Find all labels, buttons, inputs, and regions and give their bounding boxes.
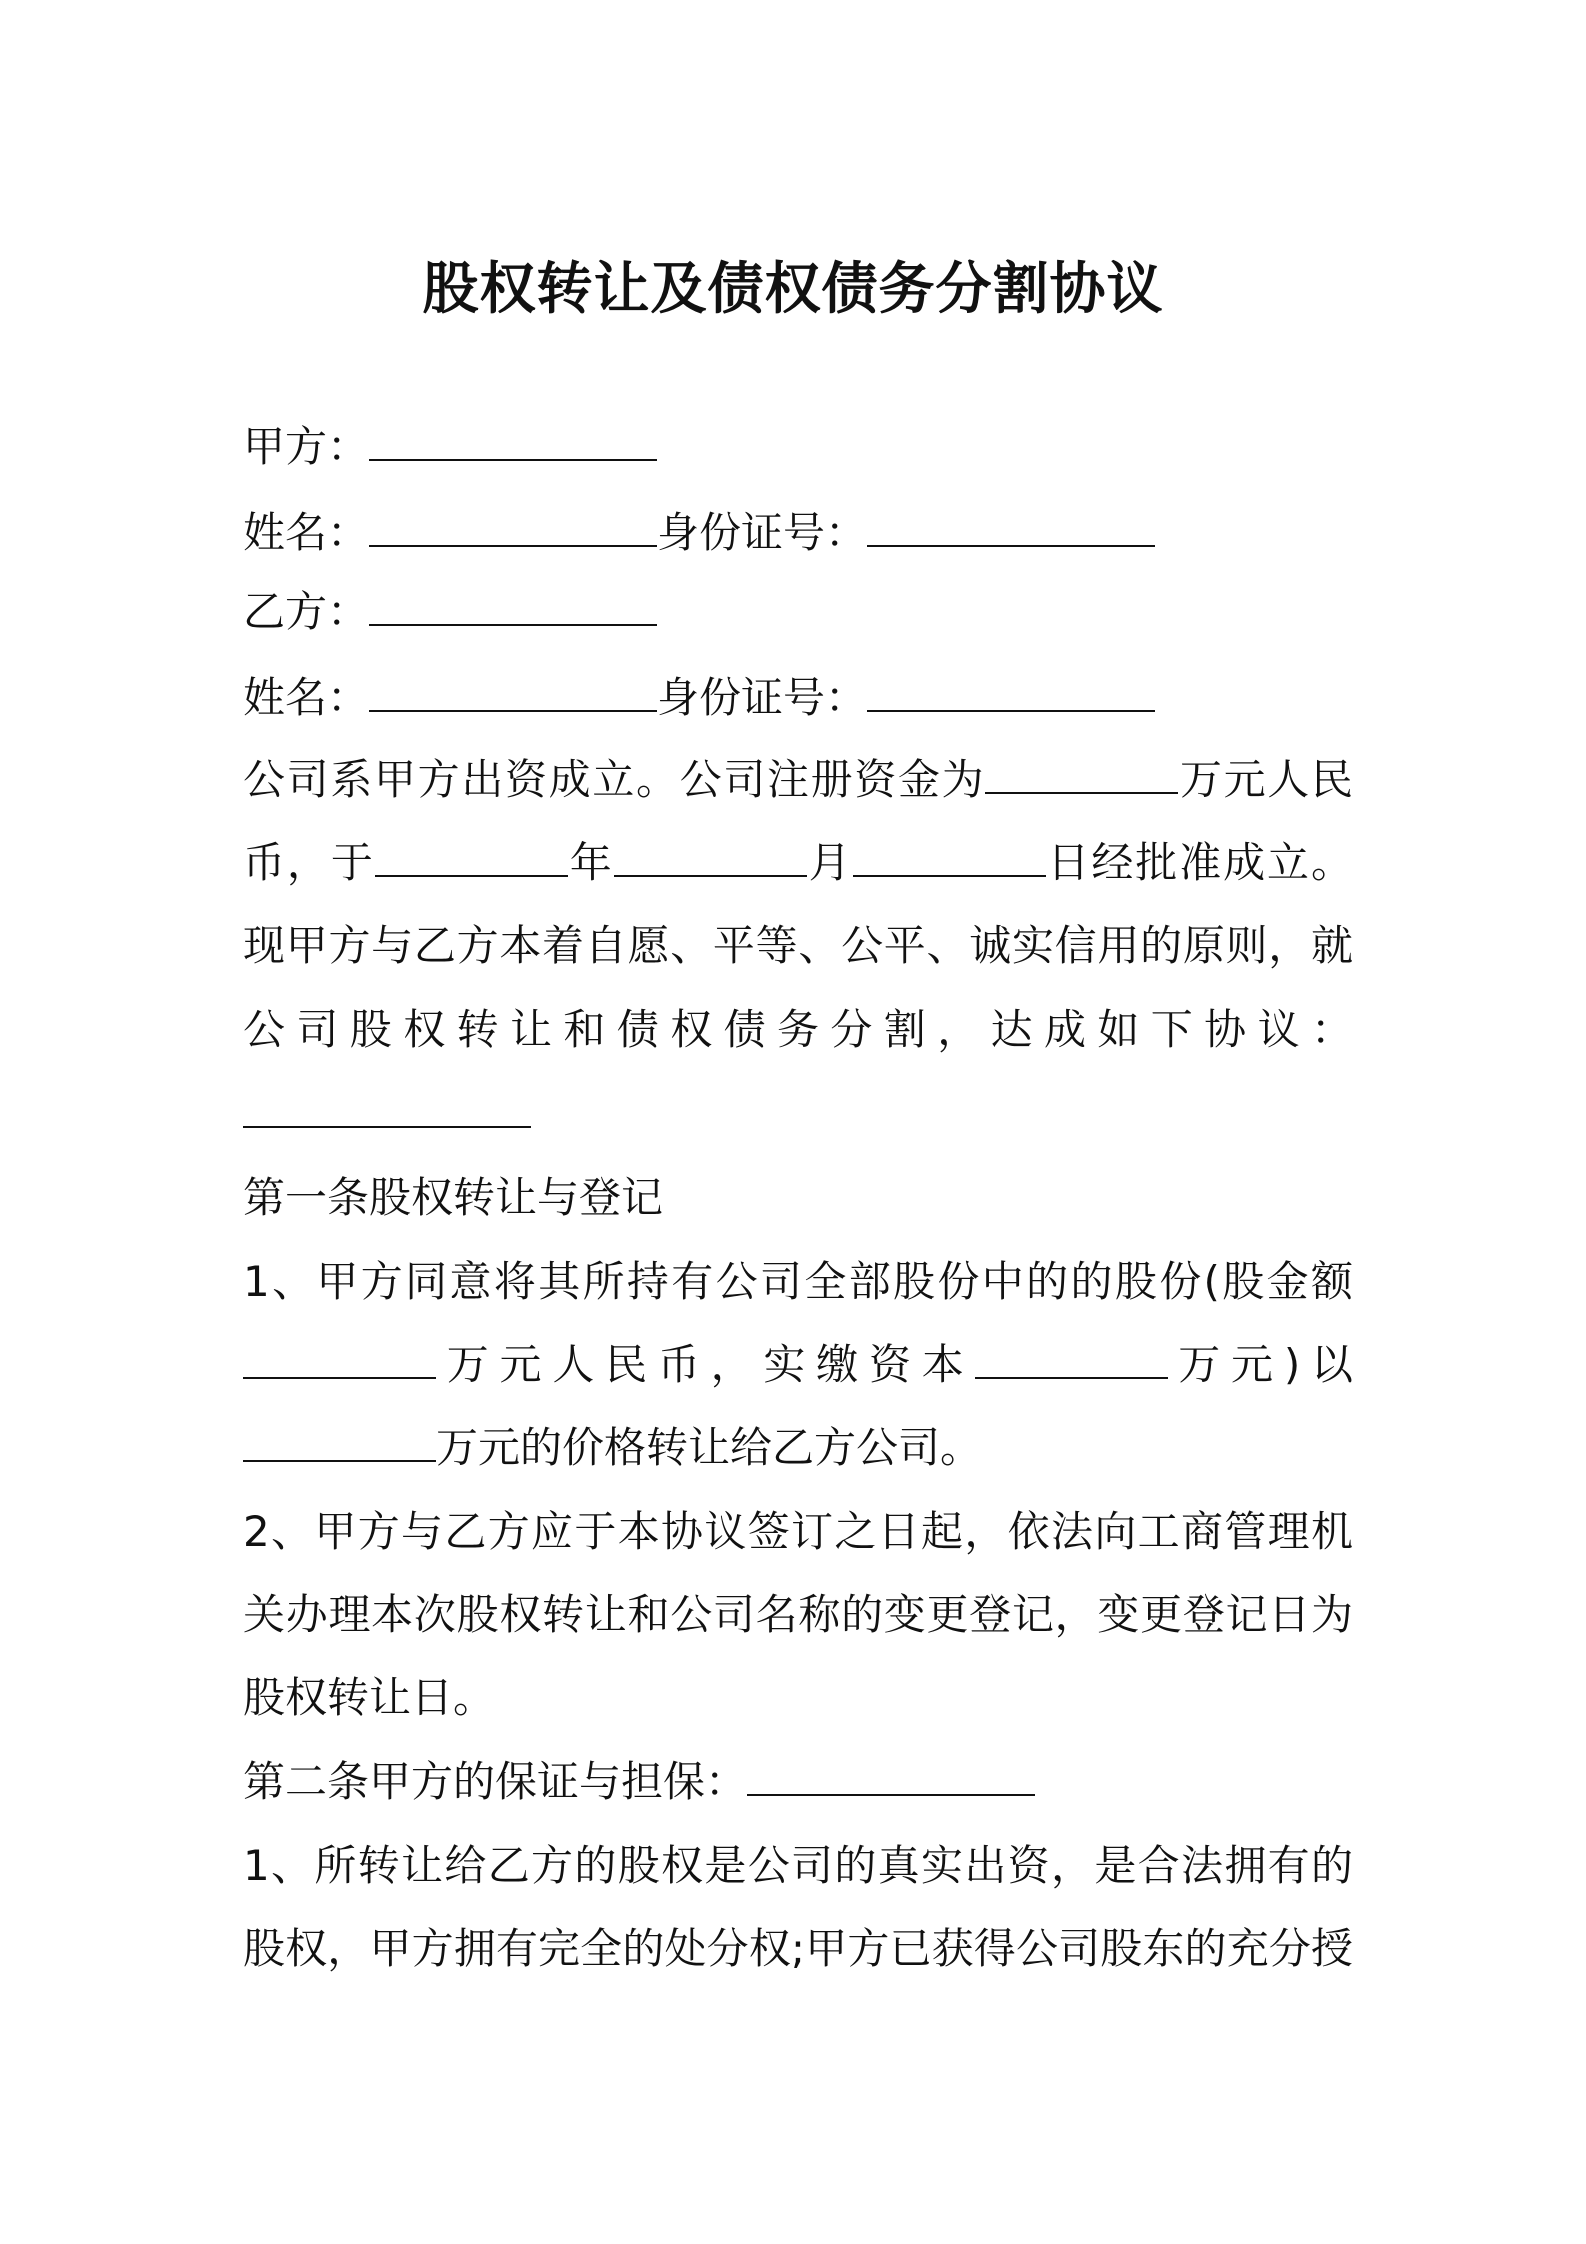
year-blank[interactable] <box>375 833 568 877</box>
price-blank[interactable] <box>243 1418 436 1462</box>
document-title: 股权转让及债权债务分割协议 <box>422 257 1164 322</box>
party-a-name-line <box>243 503 1353 563</box>
party-b-name-blank[interactable] <box>369 668 657 712</box>
party-a-label: 甲方： <box>243 422 370 471</box>
name-label: 姓名： <box>243 673 370 722</box>
id-label: 身份证号： <box>657 673 868 722</box>
intro-line-1: 公司系甲方出资成立。公司注册资金为 万元人民 <box>243 750 1353 810</box>
paid-capital-blank[interactable] <box>975 1335 1168 1379</box>
intro-trailing-line <box>243 1084 1353 1144</box>
article-1-p1-line-3: 万元的价格转让给乙方公司。 <box>243 1418 1353 1478</box>
article-2-p1-line-2: 股权，甲方拥有完全的处分权;甲方已获得公司股东的充分授 <box>243 1924 1353 1973</box>
guarantee-blank[interactable] <box>747 1752 1035 1796</box>
intro-line-4: 公司股权转让和债权债务分割，达成如下协议： <box>243 1005 1353 1054</box>
capital-blank[interactable] <box>985 750 1178 794</box>
article-1-p2-line-1: 2、甲方与乙方应于本协议签订之日起，依法向工商管理机 <box>243 1507 1353 1556</box>
party-b-label: 乙方： <box>243 587 370 636</box>
intro-line-2: 币，于 年 月 日经批准成立。 <box>243 833 1353 893</box>
party-a-blank[interactable] <box>369 417 657 461</box>
article-1-heading: 第一条股权转让与登记 <box>243 1173 664 1222</box>
name-label: 姓名： <box>243 508 370 557</box>
share-amount-blank[interactable] <box>243 1335 436 1379</box>
article-1-p2-line-2: 关办理本次股权转让和公司名称的变更登记，变更登记日为 <box>243 1590 1353 1639</box>
party-a-name-blank[interactable] <box>369 503 657 547</box>
party-b-name-line <box>243 668 1353 728</box>
agreement-blank[interactable] <box>243 1084 531 1128</box>
intro-line-3: 现甲方与乙方本着自愿、平等、公平、诚实信用的原则，就 <box>243 921 1353 970</box>
article-1-p2-line-3: 股权转让日。 <box>243 1673 496 1722</box>
party-b-line <box>243 582 1353 642</box>
month-blank[interactable] <box>614 833 807 877</box>
day-blank[interactable] <box>853 833 1046 877</box>
party-b-id-blank[interactable] <box>867 668 1155 712</box>
party-a-id-blank[interactable] <box>867 503 1155 547</box>
id-label: 身份证号： <box>657 508 868 557</box>
party-b-blank[interactable] <box>369 582 657 626</box>
article-1-p1-line-1: 1、甲方同意将其所持有公司全部股份中的的股份(股金额 <box>243 1257 1353 1306</box>
party-a-line <box>243 417 1353 477</box>
article-2-p1-line-1: 1、所转让给乙方的股权是公司的真实出资，是合法拥有的 <box>243 1841 1353 1890</box>
article-1-p1-line-2: 万元人民币，实缴资本 万元)以 <box>243 1335 1353 1395</box>
article-2-heading: 第二条甲方的保证与担保： <box>243 1752 1353 1812</box>
